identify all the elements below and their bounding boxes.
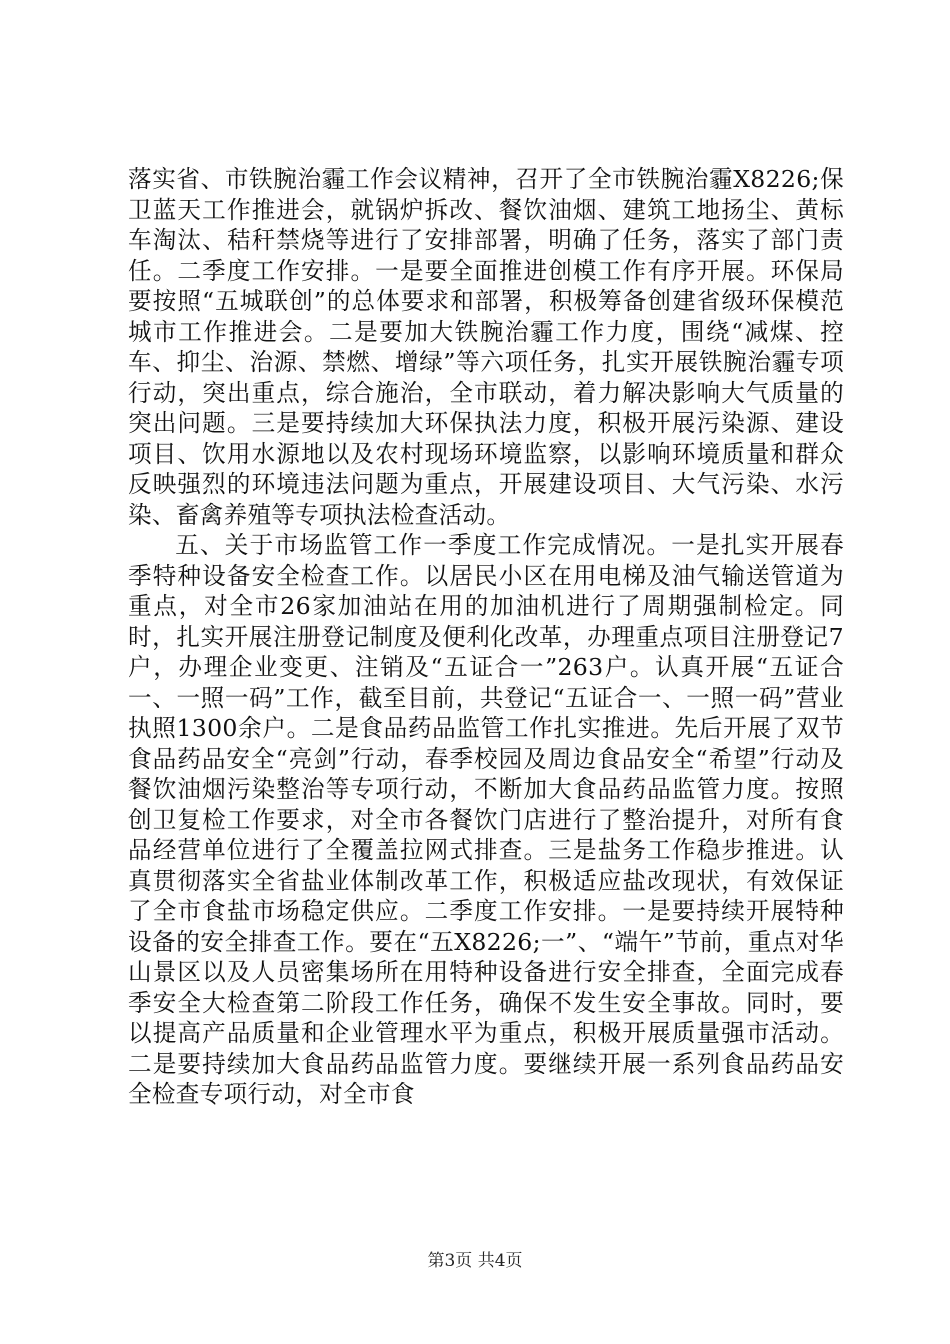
paragraph-2: 五、关于市场监管工作一季度工作完成情况。一是扎实开展春季特种设备安全检查工作。以居民小区在用电梯及油气输送管道为重点，对全市26家加油站在用的加油机进行了周期强制检定。同时，扎实开展注册登记制度及便利化改革，办理重点项目注册登记7户，办理企业变更、注销及“五证合一”263户。认真开展“五证合一、一照一码”工作，截至目前，共登记“五证合一、一照一码”营业执照1300余户。二是食品药品监管工作扎实推进。先后开展了双节食品药品安全“亮剑”行动，春季校园及周边食品安全“希望”行动及餐饮油烟污染整治等专项行动，不断加大食品药品监管力度。按照创卫复检工作要求，对全市各餐饮门店进行了整治提升，对所有食品经营单位进行了全覆盖拉网式排查。三是盐务工作稳步推进。认真贯彻落实全省盐业体制改革工作，积极适应盐改现状，有效保证了全市食盐市场稳定供应。二季度工作安排。一是要持续开展特种设备的安全排查工作。要在“五X8226;一”、“端午”节前，重点对华山景区以及人员密集场所在用特种设备进行安全排查，全面完成春季安全大检查第二阶段工作任务，确保不发生安全事故。同时，要以提高产品质量和企业管理水平为重点，积极开展质量强市活动。二是要持续加大食品药品监管力度。要继续开展一系列食品药品安全检查专项行动，对全市食	[128, 531, 844, 1108]
page-number-footer: 第3页 共4页	[427, 1251, 523, 1271]
document-body	[128, 164, 844, 1110]
paragraph-1: 落实省、市铁腕治霾工作会议精神，召开了全市铁腕治霾X8226;保卫蓝天工作推进会，就锅炉拆改、餐饮油烟、建筑工地扬尘、黄标车淘汰、秸秆禁烧等进行了安排部署，明确了任务，落实了部门责任。二季度工作安排。一是要全面推进创模工作有序开展。环保局要按照“五城联创”的总体要求和部署，积极筹备创建省级环保模范城市工作推进会。二是要加大铁腕治霾工作力度，围绕“减煤、控车、抑尘、治源、禁燃、增绿”等六项任务，扎实开展铁腕治霾专项行动，突出重点，综合施治，全市联动，着力解决影响大气质量的突出问题。三是要持续加大环保执法力度，积极开展污染源、建设项目、饮用水源地以及农村现场环境监察，以影响环境质量和群众反映强烈的环境违法问题为重点，开展建设项目、大气污染、水污染、畜禽养殖等专项执法检查活动。	[128, 165, 844, 529]
